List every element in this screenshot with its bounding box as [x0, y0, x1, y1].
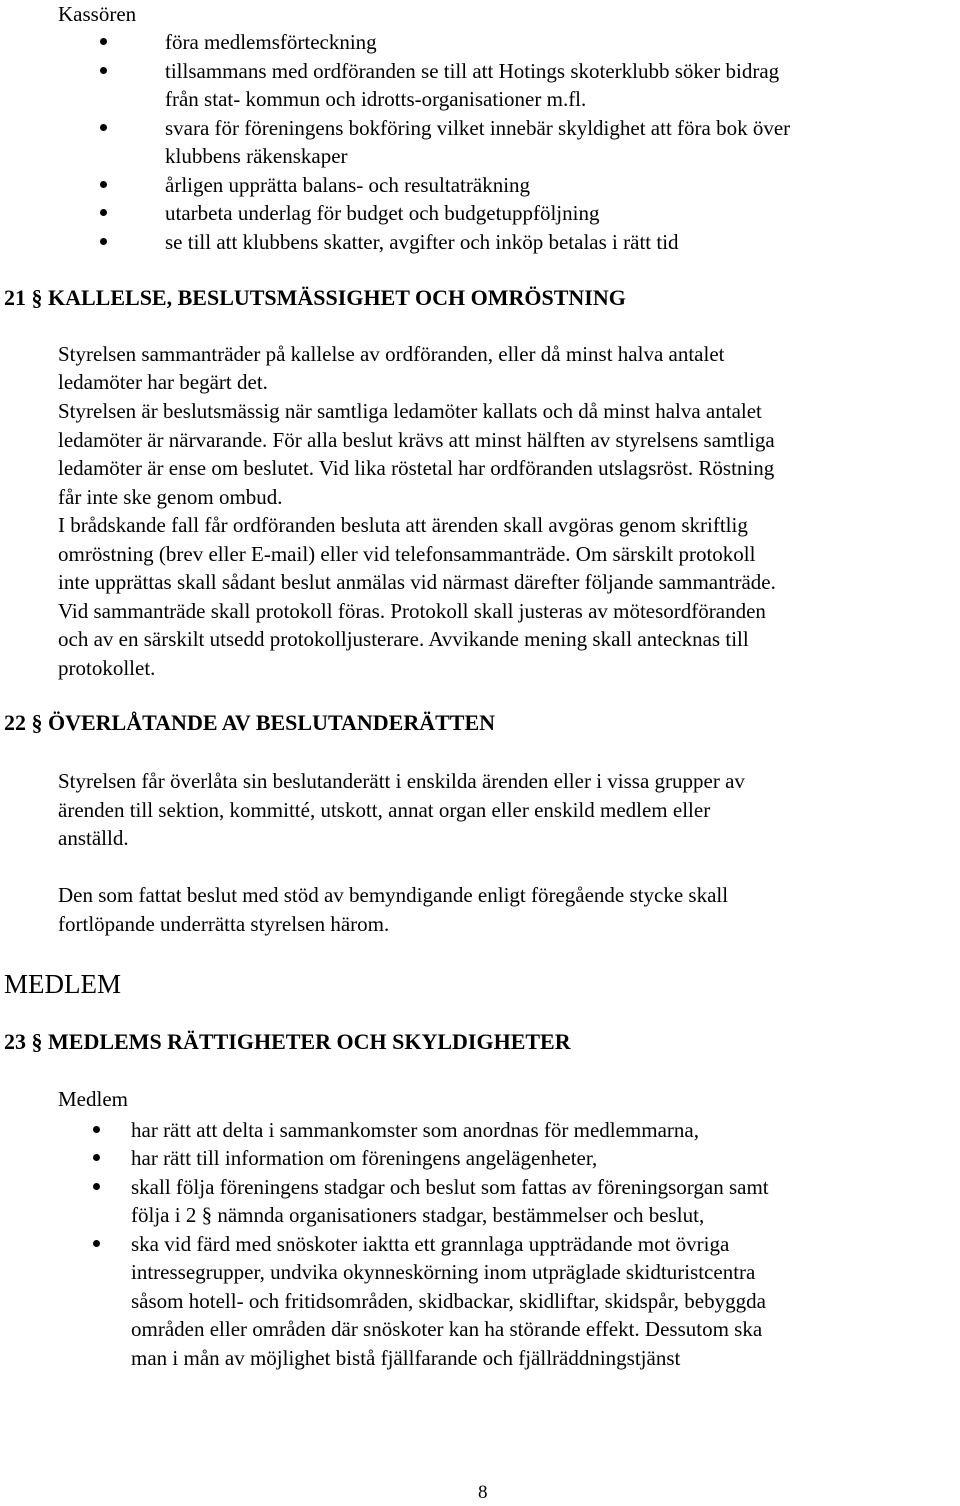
list-item-continuation: klubbens räkenskaper — [165, 144, 348, 168]
paragraph-line: fortlöpande underrätta styrelsen härom. — [58, 912, 390, 936]
list-item-continuation: man i mån av möjlighet bistå fjällfarande och fjällräddningstjänst — [131, 1346, 681, 1370]
paragraph-line: ledamöter har begärt det. — [58, 370, 268, 394]
section-heading-21: 21 § KALLELSE, BESLUTSMÄSSIGHET OCH OMRÖSTNING — [4, 285, 626, 310]
paragraph-line: I brådskande fall får ordföranden besluta att ärenden skall avgöras genom skriftlig — [58, 513, 748, 537]
paragraph-line: Styrelsen sammanträder på kallelse av ordföranden, eller då minst halva antalet — [58, 342, 725, 366]
paragraph-line: inte upprättas skall sådant beslut anmälas vid närmast därefter följande sammanträde. — [58, 570, 776, 594]
paragraph-line: ledamöter är närvarande. För alla beslut krävs att minst hälften av styrelsens samtliga — [58, 428, 775, 452]
paragraph-line: Vid sammanträde skall protokoll föras. Protokoll skall justeras av mötesordföranden — [58, 599, 766, 623]
paragraph-line: och av en särskilt utsedd protokolljusterare. Avvikande mening skall antecknas till — [58, 627, 749, 651]
list-item: se till att klubbens skatter, avgifter och inköp betalas i rätt tid — [165, 230, 679, 254]
page-number: 8 — [478, 1482, 488, 1503]
paragraph-line: ärenden till sektion, kommitté, utskott, annat organ eller enskild medlem eller — [58, 798, 711, 822]
list-item: utarbeta underlag för budget och budgetuppföljning — [165, 201, 600, 225]
paragraph-line: anställd. — [58, 826, 129, 850]
list-item: svara för föreningens bokföring vilket innebär skyldighet att föra bok över — [165, 116, 791, 140]
list-item: föra medlemsförteckning — [165, 30, 377, 54]
section-heading-23: 23 § MEDLEMS RÄTTIGHETER OCH SKYLDIGHETER — [4, 1029, 571, 1054]
paragraph-line: protokollet. — [58, 656, 156, 680]
list-item-continuation: följa i 2 § nämnda organisationers stadgar, bestämmelser och beslut, — [131, 1203, 705, 1227]
role-label-kassoren: Kassören — [58, 2, 137, 26]
chapter-heading-medlem: MEDLEM — [4, 969, 121, 999]
list-item-continuation: intressegrupper, undvika okynneskörning inom utpräglade skidturistcentra — [131, 1260, 756, 1284]
paragraph-line: ledamöter är ense om beslutet. Vid lika röstetal har ordföranden utslagsröst. Röstning — [58, 456, 775, 480]
list-item: skall följa föreningens stadgar och beslut som fattas av föreningsorgan samt — [131, 1175, 769, 1199]
list-item: tillsammans med ordföranden se till att Hotings skoterklubb söker bidrag — [165, 59, 780, 83]
list-item: ska vid färd med snöskoter iaktta ett grannlaga uppträdande mot övriga — [131, 1232, 730, 1256]
list-item: årligen upprätta balans- och resultaträkning — [165, 173, 531, 197]
list-item-continuation: från stat- kommun och idrotts-organisationer m.fl. — [165, 87, 587, 111]
paragraph-line: Den som fattat beslut med stöd av bemyndigande enligt föregående stycke skall — [58, 883, 729, 907]
section-heading-22: 22 § ÖVERLÅTANDE AV BESLUTANDERÄTTEN — [4, 710, 496, 735]
role-label-medlem: Medlem — [58, 1087, 128, 1111]
paragraph-line: omröstning (brev eller E-mail) eller vid telefonsammanträde. Om särskilt protokoll — [58, 542, 756, 566]
list-item-continuation: såsom hotell- och fritidsområden, skidbackar, skidliftar, skidspår, bebyggda — [131, 1289, 766, 1313]
paragraph-line: Styrelsen är beslutsmässig när samtliga ledamöter kallats och då minst halva antalet — [58, 399, 762, 423]
paragraph-line: Styrelsen får överlåta sin beslutanderätt i enskilda ärenden eller i vissa grupper av — [58, 769, 745, 793]
list-item: har rätt att delta i sammankomster som anordnas för medlemmarna, — [131, 1118, 699, 1142]
list-item-continuation: områden eller områden där snöskoter kan ha störande effekt. Dessutom ska — [131, 1317, 763, 1341]
list-item: har rätt till information om föreningens angelägenheter, — [131, 1146, 598, 1170]
paragraph-line: får inte ske genom ombud. — [58, 485, 283, 509]
